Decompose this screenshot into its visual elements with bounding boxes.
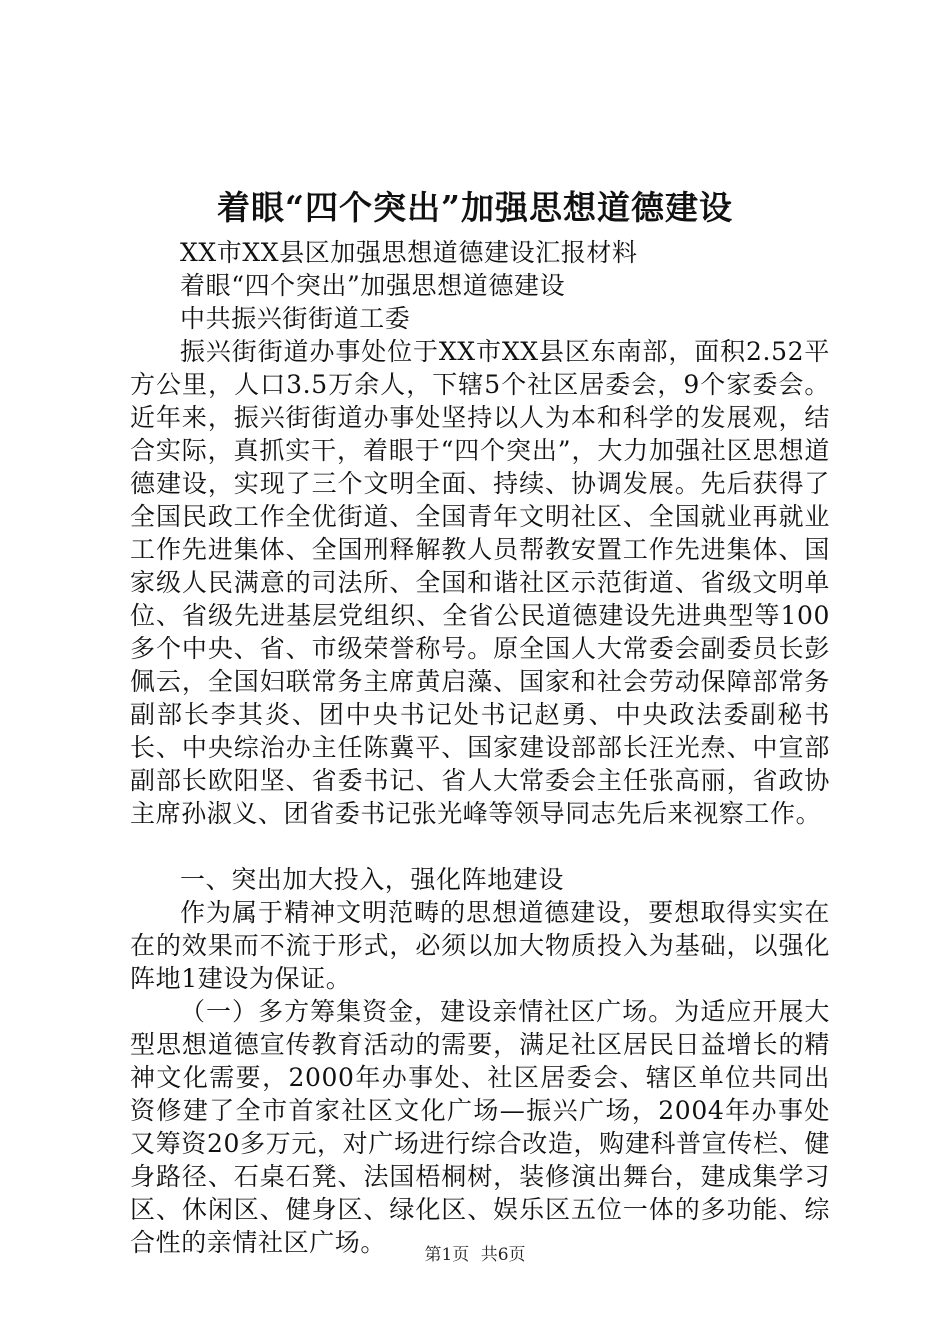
body-paragraph-subsection-1: （一）多方筹集资金，建设亲情社区广场。为适应开展大型思想道德宣传教育活动的需要，满足社区居民日益增长的精神文化需要，2000年办事处、社区居委会、辖区单位共同出资修建了全市首家社区文化广场—振兴广场，2004年办事处又筹资20多万元，对广场进行综合改造，购建科普宣传栏、健身路径、石桌石凳、法国梧桐树，装修演出舞台，建成集学习区、休闲区、健身区、绿化区、娱乐区五位一体的多功能、综合性的亲情社区广场。 bbox=[130, 997, 830, 1257]
body-paragraph-intro: 振兴街街道办事处位于XX市XX县区东南部，面积2.52平方公里，人口3.5万余人，下辖5个社区居委会，9个家委会。近年来，振兴街街道办事处坚持以人为本和科学的发展观，结合实际，真抓实干，着眼于“四个突出”，大力加强社区思想道德建设，实现了三个文明全面、持续、协调发展。先后获得了全国民政工作全优街道、全国青年文明社区、全国就业再就业工作先进集体、全国刑释解教人员帮教安置工作先进集体、国家级人民满意的司法所、全国和谐社区示范街道、省级文明单位、省级先进基层党组织、全省公民道德建设先进典型等100多个中央、省、市级荣誉称号。原全国人大常委会副委员长彭佩云，全国妇联常务主席黄启藻、国家和社会劳动保障部常务副部长李其炎、团中央书记处书记赵勇、中央政法委副秘书长、中央综治办主任陈冀平、国家建设部部长汪光焘、中宣部副部长欧阳坚、省委书记、省人大常委会主任张高丽，省政协主席孙淑义、团省委书记张光峰等领导同志先后来视察工作。 bbox=[130, 337, 830, 828]
page-total: 共6页 bbox=[480, 1245, 526, 1265]
report-author: 中共振兴街街道工委 bbox=[180, 304, 411, 333]
page-number: 第1页 bbox=[424, 1245, 470, 1265]
body-paragraph-section-1: 作为属于精神文明范畴的思想道德建设，要想取得实实在在的效果而不流于形式，必须以加大物质投入为基础，以强化阵地1建设为保证。 bbox=[130, 898, 830, 993]
report-heading: 着眼“四个突出”加强思想道德建设 bbox=[180, 271, 566, 300]
section-heading-1: 一、突出加大投入，强化阵地建设 bbox=[180, 865, 565, 894]
document-body bbox=[130, 236, 830, 1259]
report-subtitle: XX市XX县区加强思想道德建设汇报材料 bbox=[180, 238, 638, 267]
document-title: 着眼“四个突出”加强思想道德建设 bbox=[217, 188, 733, 227]
page-footer bbox=[0, 1243, 950, 1267]
